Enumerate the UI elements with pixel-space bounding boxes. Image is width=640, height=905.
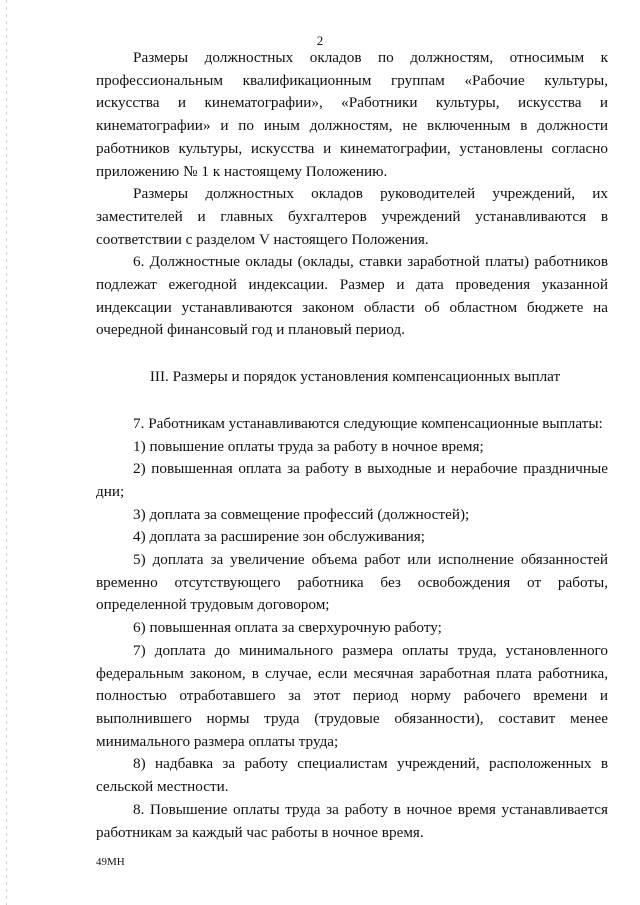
- list-item: 7) доплата до минимального размера оплаты труда, установленного федеральным законом, в случае, если месячная заработная плата работника, полностью отработавшего за этот период норму рабочего времени и выполнившего нормы труда (трудовые обязанности), составит менее минимального размера оплаты труда;: [96, 641, 608, 750]
- list-item: 3) доплата за совмещение профессий (должностей);: [133, 505, 470, 523]
- paragraph-salary-sizes: Размеры должностных окладов по должностям, относимым к профессиональным квалификационным группам «Рабочие культуры, искусства и кинематографии», «Работники культуры, искусства и кинематографии» и по иным должностям, не включенным в должности работников культуры, искусства и кинематографии, установлены согласно приложению № 1 к настоящему Положению.: [96, 49, 608, 180]
- footer-document-code: 49МН: [96, 856, 125, 868]
- list-item: 1) повышение оплаты труда за работу в ночное время;: [133, 437, 484, 455]
- paragraph-clause-7-intro: 7. Работникам устанавливаются следующие компенсационные выплаты:: [133, 414, 603, 432]
- list-item: 2) повышенная оплата за работу в выходные и нерабочие праздничные дни;: [96, 460, 608, 500]
- scan-edge-artifact: [6, 0, 7, 905]
- list-item: 5) доплата за увеличение объема работ или исполнение обязанностей временно отсутствующего работника без освобождения от работы, определенной трудовым договором;: [96, 551, 608, 614]
- paragraph-clause-6: 6. Должностные оклады (оклады, ставки заработной платы) работников подлежат ежегодной индексации. Размер и дата проведения указанной индексации устанавливаются законом области об областном бюджете на очередной финансовый год и плановый период.: [96, 253, 608, 339]
- paragraph-clause-8: 8. Повышение оплаты труда за работу в ночное время устанавливается работникам за каждый час работы в ночное время.: [96, 800, 608, 841]
- spacer: [96, 342, 608, 366]
- section-heading: III. Размеры и порядок установления компенсационных выплат: [149, 368, 561, 386]
- list-item: 8) надбавка за работу специалистам учреждений, расположенных в сельской местности.: [96, 755, 608, 796]
- document-body: [96, 47, 608, 844]
- list-item: 4) доплата за расширение зон обслуживания;: [133, 528, 426, 546]
- page-number: 2: [316, 33, 324, 48]
- list-item: 6) повышенная оплата за сверхурочную работу;: [133, 619, 442, 637]
- spacer: [96, 389, 608, 413]
- paragraph-managers-salaries: Размеры должностных окладов руководителей учреждений, их заместителей и главных бухгалтеров учреждений устанавливаются в соответствии с разделом V настоящего Положения.: [96, 185, 608, 248]
